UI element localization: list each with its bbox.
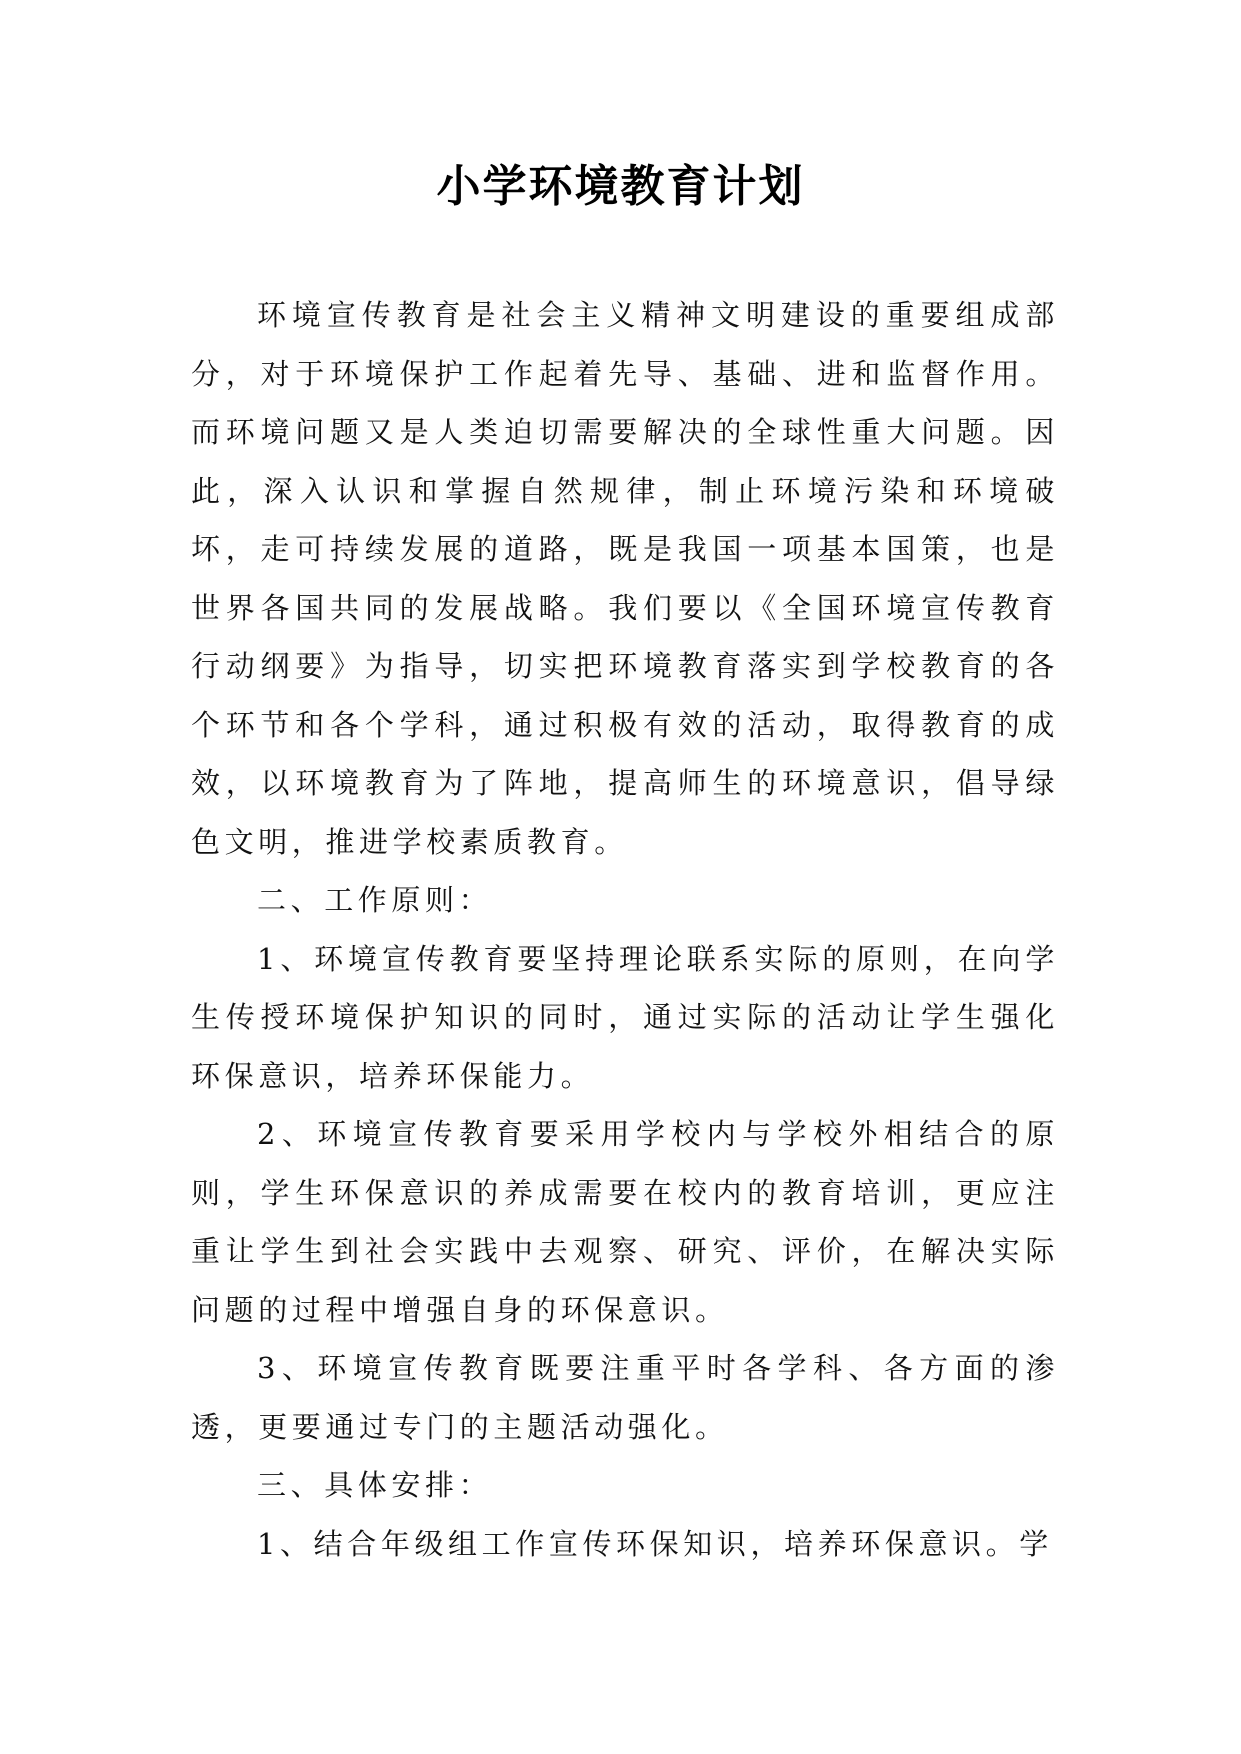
principle-item-1: 1、环境宣传教育要坚持理论联系实际的原则，在向学生传授环境保护知识的同时，通过实际的活动让学生强化环保意识，培养环保能力。 — [191, 941, 1059, 1093]
section-heading-principles: 二、工作原则： — [257, 883, 493, 917]
document-title: 小学环境教育计划 — [436, 161, 805, 212]
principle-item-3: 3、环境宣传教育既要注重平时各学科、各方面的渗透，更要通过专门的主题活动强化。 — [191, 1351, 1059, 1444]
paragraph-intro: 环境宣传教育是社会主义精神文明建设的重要组成部分，对于环境保护工作起着先导、基础、进和监督作用。而环境问题又是人类迫切需要解决的全球性重大问题。因此，深入认识和掌握自然规律，制止环境污染和环境破坏，走可持续发展的道路，既是我国一项基本国策，也是世界各国共同的发展战略。我们要以《全国环境宣传教育行动纲要》为指导，切实把环境教育落实到学校教育的各个环节和各个学科，通过积极有效的活动，取得教育的成效，以环境教育为了阵地，提高师生的环境意识，倡导绿色文明，推进学校素质教育。 — [191, 298, 1059, 859]
section-heading-arrangements: 三、具体安排： — [257, 1468, 493, 1502]
principle-item-2: 2、环境宣传教育要采用学校内与学校外相结合的原则，学生环保意识的养成需要在校内的教育培训，更应注重让学生到社会实践中去观察、研究、评价，在解决实际问题的过程中增强自身的环保意识。 — [191, 1117, 1059, 1327]
arrangement-item-1: 1、结合年级组工作宣传环保知识，培养环保意识。学 — [257, 1526, 1053, 1561]
document-body — [191, 286, 1059, 1573]
